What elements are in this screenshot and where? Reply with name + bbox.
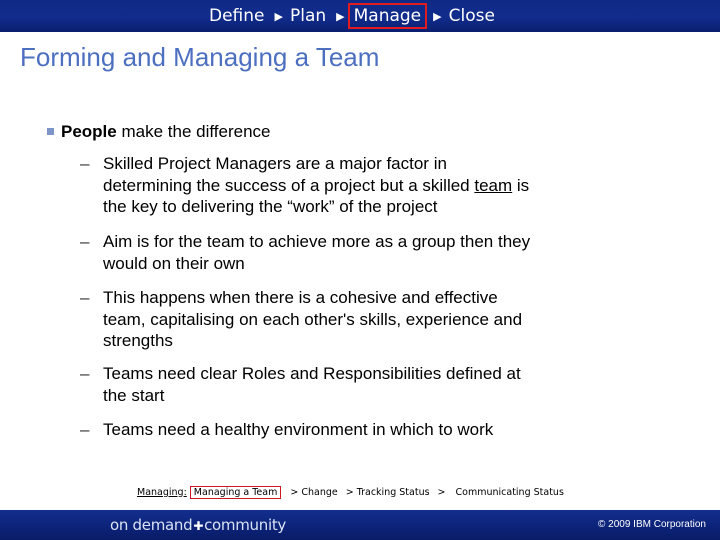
text-segment: determining the success of a project but a skilled [103, 175, 475, 195]
sub-bullet-text [103, 419, 623, 441]
main-bullet-bold: People [61, 122, 117, 141]
text-line: the start [103, 385, 165, 405]
sub-bullet-text [103, 153, 623, 218]
sub-bullet-text [103, 363, 623, 406]
phase-navigation [207, 5, 497, 27]
text-line: This happens when there is a cohesive and effective [103, 288, 498, 307]
dash-bullet-icon: – [80, 154, 90, 173]
breadcrumb-item-change[interactable]: > Change [290, 486, 338, 498]
breadcrumb-item-tracking-status[interactable]: > Tracking Status [345, 486, 430, 498]
text-line: would on their own [103, 253, 245, 273]
on-demand-community-logo [110, 516, 286, 534]
square-bullet-icon [47, 128, 54, 135]
text-line: Aim is for the team to achieve more as a group then they [103, 232, 531, 251]
slide-title: Forming and Managing a Team [20, 42, 380, 72]
nav-plan[interactable]: Plan [289, 6, 327, 26]
dash-bullet-icon: – [80, 288, 90, 307]
breadcrumb-item-communicating-status[interactable]: Communicating Status [455, 486, 564, 498]
main-bullet-rest: make the difference [121, 122, 271, 141]
bottom-bar [0, 510, 720, 540]
dash-bullet-icon: – [80, 420, 90, 439]
brand-left-text: on demand [110, 516, 193, 534]
breadcrumb-label[interactable]: Managing: [137, 486, 187, 498]
top-navigation-bar [0, 0, 720, 32]
text-segment: is [512, 175, 530, 195]
text-line [103, 175, 623, 197]
underlined-word: team [474, 175, 513, 195]
breadcrumb-separator: > [437, 486, 446, 498]
nav-close[interactable]: Close [448, 6, 495, 26]
nav-arrow-icon: ▶ [336, 9, 345, 23]
dash-bullet-icon: – [80, 364, 90, 383]
breadcrumb-current[interactable]: Managing a Team [191, 487, 281, 498]
dash-bullet-icon: – [80, 232, 90, 251]
text-line: Teams need a healthy environment in which to work [103, 420, 494, 439]
copyright-text: © 2009 IBM Corporation [598, 519, 706, 530]
text-line: strengths [103, 331, 173, 350]
plus-connector-icon: ✚ [193, 519, 204, 533]
main-bullet-text [61, 121, 270, 142]
text-line: team, capitalising on each other's skills, experience and [103, 309, 523, 329]
nav-arrow-icon: ▶ [433, 9, 442, 23]
nav-arrow-icon: ▶ [274, 9, 283, 23]
nav-manage[interactable]: Manage [350, 5, 426, 27]
sub-bullet-text [103, 231, 623, 274]
sub-bullet-text [103, 287, 623, 352]
text-line: Skilled Project Managers are a major factor in [103, 154, 447, 173]
nav-define[interactable]: Define [209, 6, 265, 26]
text-line: Teams need clear Roles and Responsibilities defined at [103, 364, 521, 383]
section-breadcrumb [137, 485, 568, 499]
text-line: the key to delivering the “work” of the project [103, 197, 438, 216]
brand-right-text: community [204, 516, 286, 534]
